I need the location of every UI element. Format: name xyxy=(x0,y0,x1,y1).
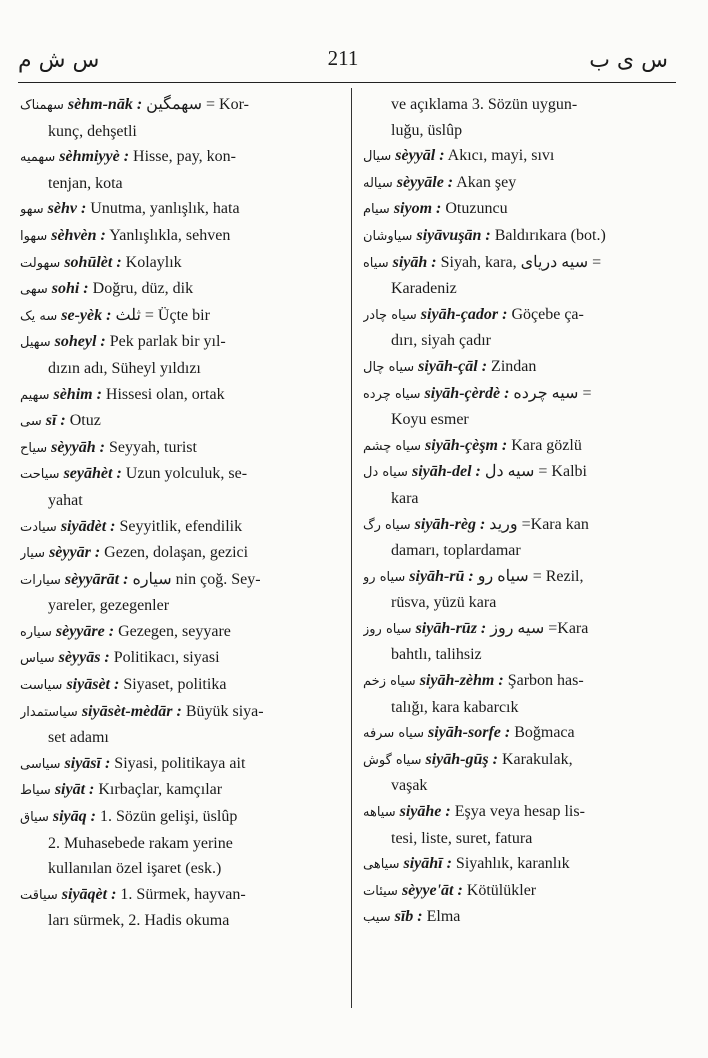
entry-first-line xyxy=(20,196,338,223)
definition: ورید =Kara kan xyxy=(489,515,589,533)
definition-continuation: rüsva, yüzü kara xyxy=(391,594,497,612)
definition: سیه روز =Kara xyxy=(490,619,589,637)
definition: Siyaset, politika xyxy=(123,676,227,694)
entry-first-line xyxy=(20,619,338,646)
entry-first-line xyxy=(363,616,663,643)
entry-first-line xyxy=(20,699,338,726)
dictionary-entry xyxy=(20,619,338,646)
transliteration: sèhv : xyxy=(47,200,87,218)
entry-first-line xyxy=(363,354,663,381)
definition-continuation: luğu, üslûp xyxy=(391,121,463,139)
entry-first-line xyxy=(20,144,338,171)
dictionary-entry xyxy=(363,616,663,668)
entry-first-line xyxy=(20,435,338,462)
entry-first-line xyxy=(20,882,338,909)
transliteration: sèhm-nāk : xyxy=(67,96,143,113)
entry-first-line xyxy=(363,433,663,460)
transliteration: sohi : xyxy=(51,280,89,298)
entry-first-line xyxy=(363,564,663,591)
entry-first-line xyxy=(363,878,663,905)
arabic-headword: سیار xyxy=(20,546,46,562)
arabic-headword: سیاه چادر xyxy=(363,307,417,323)
definition-continuation: tesi, liste, suret, fatura xyxy=(391,829,533,847)
dictionary-entry xyxy=(20,882,338,934)
definition: Pek parlak bir yıl- xyxy=(109,333,226,351)
transliteration: siyāh-sorfe : xyxy=(427,724,511,742)
dictionary-entry xyxy=(20,751,338,778)
definition: Otuzuncu xyxy=(445,200,508,218)
definition: Siyahlık, karanlık xyxy=(455,855,570,873)
dictionary-entry xyxy=(20,804,338,882)
entry-first-line xyxy=(363,302,663,329)
definition: Hissesi olan, ortak xyxy=(105,385,225,403)
dictionary-entry xyxy=(363,223,663,250)
arabic-headword: سیاه سرفه xyxy=(363,726,424,742)
arabic-headword: سی xyxy=(20,414,42,430)
definition-continuation: yareler, gezegenler xyxy=(48,597,170,615)
transliteration: sèyyāh : xyxy=(51,438,105,456)
arabic-headword: سهیل xyxy=(20,335,51,351)
dictionary-entry xyxy=(363,668,663,720)
definition-continuation: Koyu esmer xyxy=(391,411,469,429)
arabic-headword: سیاه چشم xyxy=(363,438,422,454)
arabic-headword: سهمناک xyxy=(20,98,64,113)
definition: Akan şey xyxy=(456,173,517,191)
arabic-headword: سهو xyxy=(20,202,44,218)
entry-first-line xyxy=(363,904,663,931)
definition-continuation: vaşak xyxy=(391,777,428,795)
definition-continuation: Karadeniz xyxy=(391,280,457,298)
entry-first-line xyxy=(20,461,338,488)
transliteration: siyādèt : xyxy=(60,517,116,535)
arabic-headword: سیاوشان xyxy=(363,228,413,244)
arabic-headword: سیاله xyxy=(363,175,393,191)
dictionary-entry xyxy=(20,408,338,435)
transliteration: sèhmiyyè : xyxy=(59,148,130,166)
entry-first-line xyxy=(20,223,338,250)
arabic-headword: سهمیه xyxy=(20,150,56,166)
entry-first-line xyxy=(20,567,338,594)
definition: Göçebe ça- xyxy=(511,305,584,323)
arabic-headword: سیاه گوش xyxy=(363,752,422,768)
definition-continuation: damarı, toplardamar xyxy=(391,542,521,560)
header-right-letters: س ی ب xyxy=(589,48,668,73)
arabic-headword: سیاس xyxy=(20,651,55,667)
transliteration: siyāh-çèrdè : xyxy=(424,384,510,402)
transliteration: siyāq : xyxy=(52,808,96,826)
definition-continuation: set adamı xyxy=(48,729,109,747)
dictionary-entry xyxy=(363,459,663,511)
arabic-headword: سیاح xyxy=(20,440,48,456)
definition-continuation: kunç, dehşetli xyxy=(48,122,137,140)
dictionary-entry xyxy=(363,433,663,460)
dictionary-entry xyxy=(363,302,663,354)
entry-first-line xyxy=(20,540,338,567)
entry-first-line xyxy=(20,250,338,277)
arabic-headword: سیاسی xyxy=(20,756,61,772)
definition-continuation: yahat xyxy=(48,491,83,509)
dictionary-entry xyxy=(363,747,663,799)
dictionary-entry xyxy=(20,223,338,250)
definition: Baldırıkara (bot.) xyxy=(494,226,606,244)
transliteration: siyāvuşān : xyxy=(416,226,491,244)
transliteration: siyāhī : xyxy=(403,855,452,873)
definition: Otuz xyxy=(69,412,101,430)
dictionary-entry xyxy=(20,303,338,330)
definition-continuation: ları sürmek, 2. Hadis okuma xyxy=(48,912,230,930)
transliteration: sèyyāre : xyxy=(55,622,115,640)
dictionary-entry xyxy=(20,645,338,672)
transliteration: siyāh-règ : xyxy=(414,515,486,533)
dictionary-entry xyxy=(363,92,663,143)
transliteration: soheyl : xyxy=(54,333,106,351)
arabic-headword: سیام xyxy=(363,202,390,218)
dictionary-entry xyxy=(20,514,338,541)
dictionary-entry xyxy=(20,250,338,277)
dictionary-entry xyxy=(20,699,338,751)
transliteration: siyāsī : xyxy=(64,754,111,772)
arabic-headword: سیادت xyxy=(20,519,57,535)
dictionary-entry xyxy=(20,435,338,462)
definition: Kolaylık xyxy=(125,253,182,271)
transliteration: siyāh-çāl : xyxy=(418,357,488,375)
dictionary-entry xyxy=(363,904,663,931)
transliteration: sohūlèt : xyxy=(64,253,122,271)
arabic-headword: سهیم xyxy=(20,387,50,403)
definition-continuation: kara xyxy=(391,489,419,507)
entry-first-line xyxy=(363,170,663,197)
transliteration: seyāhèt : xyxy=(63,465,122,483)
definition: Zindan xyxy=(491,357,537,375)
definition: Doğru, düz, dik xyxy=(92,280,194,298)
definition: Siyasi, politikaya ait xyxy=(114,754,246,772)
definition: Gezegen, seyyare xyxy=(118,622,231,640)
transliteration: siyāh-gūş : xyxy=(425,750,498,768)
transliteration: siyāt : xyxy=(54,781,95,799)
transliteration: siyāh-rū : xyxy=(409,567,474,585)
definition: سیاره nin çoğ. Sey- xyxy=(132,570,261,588)
right-column xyxy=(363,92,663,931)
entry-first-line xyxy=(363,747,663,774)
dictionary-entry xyxy=(20,567,338,619)
definition: Elma xyxy=(426,908,461,926)
definition-continuation: 2. Muhasebede rakam yerine xyxy=(48,834,233,852)
definition: Politikacı, siyasi xyxy=(113,649,220,667)
entry-first-line xyxy=(363,223,663,250)
definition: Seyyah, turist xyxy=(108,438,197,456)
transliteration: siyāh-zèhm : xyxy=(419,672,504,690)
arabic-headword: سیال xyxy=(363,149,392,165)
dictionary-entry xyxy=(363,250,663,302)
dictionary-entry xyxy=(20,777,338,804)
transliteration: sèhim : xyxy=(53,385,102,403)
definition: Kara gözlü xyxy=(511,436,582,454)
arabic-headword: سهولت xyxy=(20,255,61,271)
definition: 1. Sözün gelişi, üslûp xyxy=(99,808,238,826)
page-number: 211 xyxy=(327,46,359,70)
arabic-headword: سهوا xyxy=(20,228,48,244)
definition: Gezen, dolaşan, gezici xyxy=(104,544,249,562)
definition: Kırbaçlar, kamçılar xyxy=(98,781,223,799)
definition: سهمگین = Kor- xyxy=(146,96,249,113)
arabic-headword: سهی xyxy=(20,282,48,298)
transliteration: sèyyās : xyxy=(58,649,110,667)
transliteration: siyāsèt-mèdār : xyxy=(81,702,182,720)
definition: Hisse, pay, kon- xyxy=(133,148,236,166)
arabic-headword: سیاه رگ xyxy=(363,517,411,533)
arabic-headword: سیاقت xyxy=(20,887,58,903)
dictionary-entry xyxy=(20,540,338,567)
transliteration: siyāh-del : xyxy=(411,463,481,481)
dictionary-entry xyxy=(20,276,338,303)
dictionary-entry xyxy=(20,382,338,409)
definition: Karakulak, xyxy=(501,750,573,768)
dictionary-entry xyxy=(363,143,663,170)
entry-first-line xyxy=(363,459,663,486)
transliteration: sèhvèn : xyxy=(51,226,106,244)
definition: Kötülükler xyxy=(466,881,537,899)
entry-first-line xyxy=(20,329,338,356)
entry-first-line xyxy=(363,512,663,539)
definition: ثلث = Üçte bir xyxy=(115,306,210,324)
transliteration: sèyyārāt : xyxy=(64,570,129,588)
arabic-headword: سیاستمدار xyxy=(20,704,78,720)
transliteration: sī : xyxy=(45,412,66,430)
transliteration: sèyye'āt : xyxy=(401,881,463,899)
transliteration: sèyyār : xyxy=(49,544,101,562)
arabic-headword: سیاهی xyxy=(363,857,400,873)
dictionary-entry xyxy=(363,878,663,905)
definition: Yanlışlıkla, sehven xyxy=(109,226,231,244)
definition-continuation: dırı, siyah çadır xyxy=(391,332,491,350)
arabic-headword: سیب xyxy=(363,910,391,926)
transliteration: se-yèk : xyxy=(61,306,112,324)
arabic-headword: سیاه زخم xyxy=(363,674,416,690)
transliteration: siyāh : xyxy=(392,253,437,271)
entry-first-line xyxy=(363,143,663,170)
definition-continuation: talığı, kara kabarcık xyxy=(391,698,519,716)
dictionary-entry xyxy=(20,329,338,381)
page-header xyxy=(18,46,668,76)
dictionary-entry xyxy=(363,799,663,851)
arabic-headword: سیاه روز xyxy=(363,621,412,637)
arabic-headword: سیارات xyxy=(20,572,61,588)
definition: سیاه رو = Rezil, xyxy=(477,567,584,585)
dictionary-entry xyxy=(20,92,338,144)
arabic-headword: سیاق xyxy=(20,810,49,826)
dictionary-entry xyxy=(363,381,663,433)
transliteration: siyāqèt : xyxy=(61,885,117,903)
entry-first-line xyxy=(363,381,663,408)
dictionary-entry xyxy=(363,512,663,564)
entry-first-line xyxy=(363,799,663,826)
definition: سیه چرده = xyxy=(513,384,592,402)
definition: سیه دل = Kalbi xyxy=(484,463,587,481)
dictionary-entry xyxy=(363,354,663,381)
header-rule xyxy=(18,82,676,83)
arabic-headword: سیاه چرده xyxy=(363,386,421,402)
definition: Seyyitlik, efendilik xyxy=(119,517,243,535)
transliteration: siyāsèt : xyxy=(66,676,120,694)
entry-first-line xyxy=(20,276,338,303)
entry-first-line xyxy=(363,250,663,277)
entry-first-line xyxy=(363,851,663,878)
definition: 1. Sürmek, hayvan- xyxy=(120,885,246,903)
definition-continuation: bahtlı, talihsiz xyxy=(391,646,482,664)
definition-continuation: tenjan, kota xyxy=(48,174,123,192)
entry-first-line xyxy=(363,196,663,223)
transliteration: siyāh-çèşm : xyxy=(425,436,508,454)
definition-continuation: kullanılan özel işaret (esk.) xyxy=(48,860,222,878)
entry-first-line xyxy=(20,303,338,330)
header-left-letters: س ش م xyxy=(18,48,100,73)
transliteration: siyāhe : xyxy=(399,803,451,821)
dictionary-entry xyxy=(20,461,338,513)
entry-first-line xyxy=(20,92,338,119)
dictionary-entry xyxy=(363,720,663,747)
entry-first-line xyxy=(20,804,338,831)
arabic-headword: سیاه دل xyxy=(363,465,408,481)
definition: Eşya veya hesap lis- xyxy=(454,803,585,821)
transliteration: sèyyāle : xyxy=(396,173,454,191)
arabic-headword: سیاحت xyxy=(20,467,60,483)
dictionary-entry xyxy=(363,564,663,616)
entry-first-line xyxy=(20,408,338,435)
arabic-headword: سیئات xyxy=(363,883,398,899)
entry-first-line xyxy=(20,382,338,409)
arabic-headword: سیاه xyxy=(363,255,389,271)
left-column xyxy=(20,92,338,934)
entry-first-line xyxy=(363,720,663,747)
definition: Siyah, kara, سیه دریای = xyxy=(440,253,602,271)
definition: Uzun yolculuk, se- xyxy=(125,465,248,483)
dictionary-entry xyxy=(20,144,338,196)
definition: Şarbon has- xyxy=(507,672,584,690)
entry-first-line xyxy=(20,514,338,541)
dictionary-entry xyxy=(363,196,663,223)
arabic-headword: سیاست xyxy=(20,678,63,694)
definition: Büyük siya- xyxy=(185,702,264,720)
definition: Unutma, yanlışlık, hata xyxy=(90,200,240,218)
definition-continuation: ve açıklama 3. Sözün uygun- xyxy=(391,96,578,113)
entry-first-line xyxy=(363,668,663,695)
dictionary-entry xyxy=(363,170,663,197)
arabic-headword: سیاه رو xyxy=(363,569,406,585)
arabic-headword: سه یک xyxy=(20,308,58,324)
transliteration: sīb : xyxy=(394,908,423,926)
arabic-headword: سیاهه xyxy=(363,805,396,821)
dictionary-entry xyxy=(20,196,338,223)
dictionary-entry xyxy=(363,851,663,878)
entry-first-line xyxy=(20,751,338,778)
definition: Akıcı, mayi, sıvı xyxy=(447,147,555,165)
transliteration: siyāh-çador : xyxy=(420,305,508,323)
arabic-headword: سیاط xyxy=(20,783,51,799)
arabic-headword: سیاره xyxy=(20,624,52,640)
entry-first-line xyxy=(20,645,338,672)
arabic-headword: سیاه چال xyxy=(363,359,415,375)
transliteration: siyom : xyxy=(393,200,442,218)
entry-first-line xyxy=(20,777,338,804)
column-divider xyxy=(351,88,352,1008)
transliteration: sèyyāl : xyxy=(395,147,445,165)
dictionary-entry xyxy=(20,672,338,699)
definition: Boğmaca xyxy=(514,724,575,742)
definition-continuation: dızın adı, Süheyl yıldızı xyxy=(48,359,201,377)
transliteration: siyāh-rūz : xyxy=(415,619,487,637)
entry-first-line xyxy=(20,672,338,699)
